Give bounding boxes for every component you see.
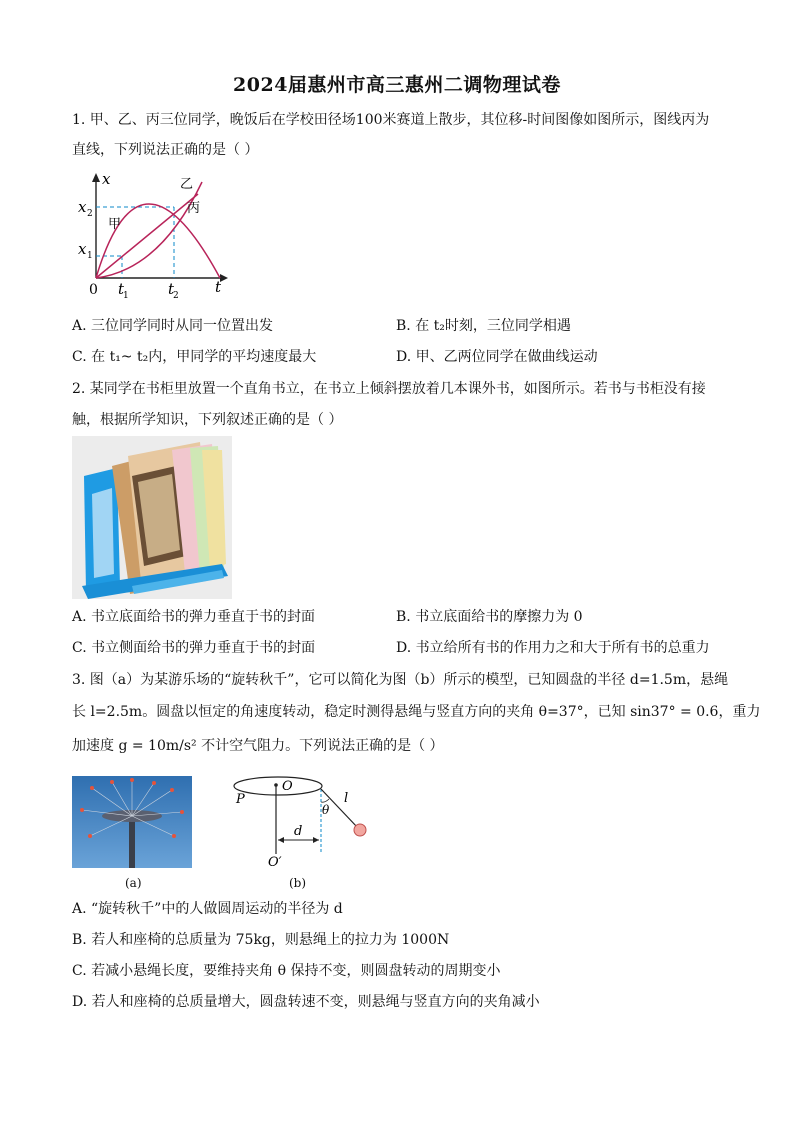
x1-sub: 1 (87, 251, 93, 261)
q2-option-a: A. 书立底面给书的弹力垂直于书的封面 (72, 609, 316, 625)
t2-sub: 2 (173, 291, 179, 301)
q2-option-d: D. 书立给所有书的作用力之和大于所有书的总重力 (396, 640, 710, 656)
label-o-prime: O′ (268, 855, 282, 870)
q3-caption-a: (a) (125, 876, 142, 890)
t1-sub: 1 (123, 291, 129, 301)
q3-option-c: C. 若减小悬绳长度，要维持夹角 θ 保持不变，则圆盘转动的周期变小 (72, 963, 501, 979)
q3-option-b: B. 若人和座椅的总质量为 75kg，则悬绳上的拉力为 1000N (72, 932, 450, 948)
q1-stem-line2: 直线，下列说法正确的是（ ） (72, 142, 259, 158)
q2-stem-line2: 触，根据所学知识，下列叙述正确的是（ ） (72, 412, 343, 428)
q2-bookend-photo (72, 436, 232, 599)
label-o: O (282, 779, 293, 794)
origin-label: 0 (89, 282, 98, 298)
q3-figure-b-model (230, 772, 375, 872)
label-theta: θ (322, 803, 330, 817)
x2-sub: 2 (87, 209, 93, 219)
axis-t-label: t (215, 278, 222, 296)
q1-stem-line1: 1. 甲、乙、丙三位同学，晚饭后在学校田径场100米赛道上散步，其位移-时间图像如图所示，图线丙为 (72, 112, 710, 128)
q1-option-d: D. 甲、乙两位同学在做曲线运动 (396, 349, 598, 365)
page-title: 2024届惠州市高三惠州二调物理试卷 (233, 74, 561, 96)
x2-label: x (78, 198, 87, 216)
q3-stem-line1: 3. 图（a）为某游乐场的“旋转秋千”，它可以简化为图（b）所示的模型，已知圆盘的半径 d=1.5m，悬绳 (72, 672, 729, 688)
q3-option-a: A. “旋转秋千”中的人做圆周运动的半径为 d (72, 901, 343, 917)
q3-figure-a-photo (72, 776, 192, 868)
curve-jia-label: 甲 (108, 217, 122, 232)
q3-option-d: D. 若人和座椅的总质量增大，圆盘转速不变，则悬绳与竖直方向的夹角减小 (72, 994, 540, 1010)
label-p: P (236, 792, 245, 807)
q1-option-c: C. 在 t₁~ t₂内，甲同学的平均速度最大 (72, 349, 317, 365)
curve-bing-label: 丙 (187, 201, 201, 216)
q2-stem-line1: 2. 某同学在书柜里放置一个直角书立，在书立上倾斜摆放着几本课外书，如图所示。若书与书柜没有接 (72, 381, 706, 397)
q2-option-c: C. 书立侧面给书的弹力垂直于书的封面 (72, 640, 316, 656)
curve-yi-label: 乙 (180, 177, 194, 192)
label-d: d (294, 824, 303, 839)
q3-stem-line3: 加速度 g = 10m/s² 不计空气阻力。下列说法正确的是（ ） (72, 738, 444, 754)
t2-label: t (168, 280, 175, 298)
q2-option-b: B. 书立底面给书的摩擦力为 0 (396, 609, 583, 625)
q1-xt-graph (70, 170, 230, 302)
q1-option-b: B. 在 t₂时刻，三位同学相遇 (396, 318, 571, 334)
q1-option-a: A. 三位同学同时从同一位置出发 (72, 318, 274, 334)
t1-label: t (118, 280, 125, 298)
x1-label: x (78, 240, 87, 258)
q3-caption-b: (b) (289, 876, 307, 890)
q3-stem-line2: 长 l=2.5m。圆盘以恒定的角速度转动，稳定时测得悬绳与竖直方向的夹角 θ=37°，已知 sin37° = 0.6，重力 (72, 704, 761, 720)
label-l: l (344, 791, 349, 806)
axis-x-label: x (102, 170, 111, 188)
